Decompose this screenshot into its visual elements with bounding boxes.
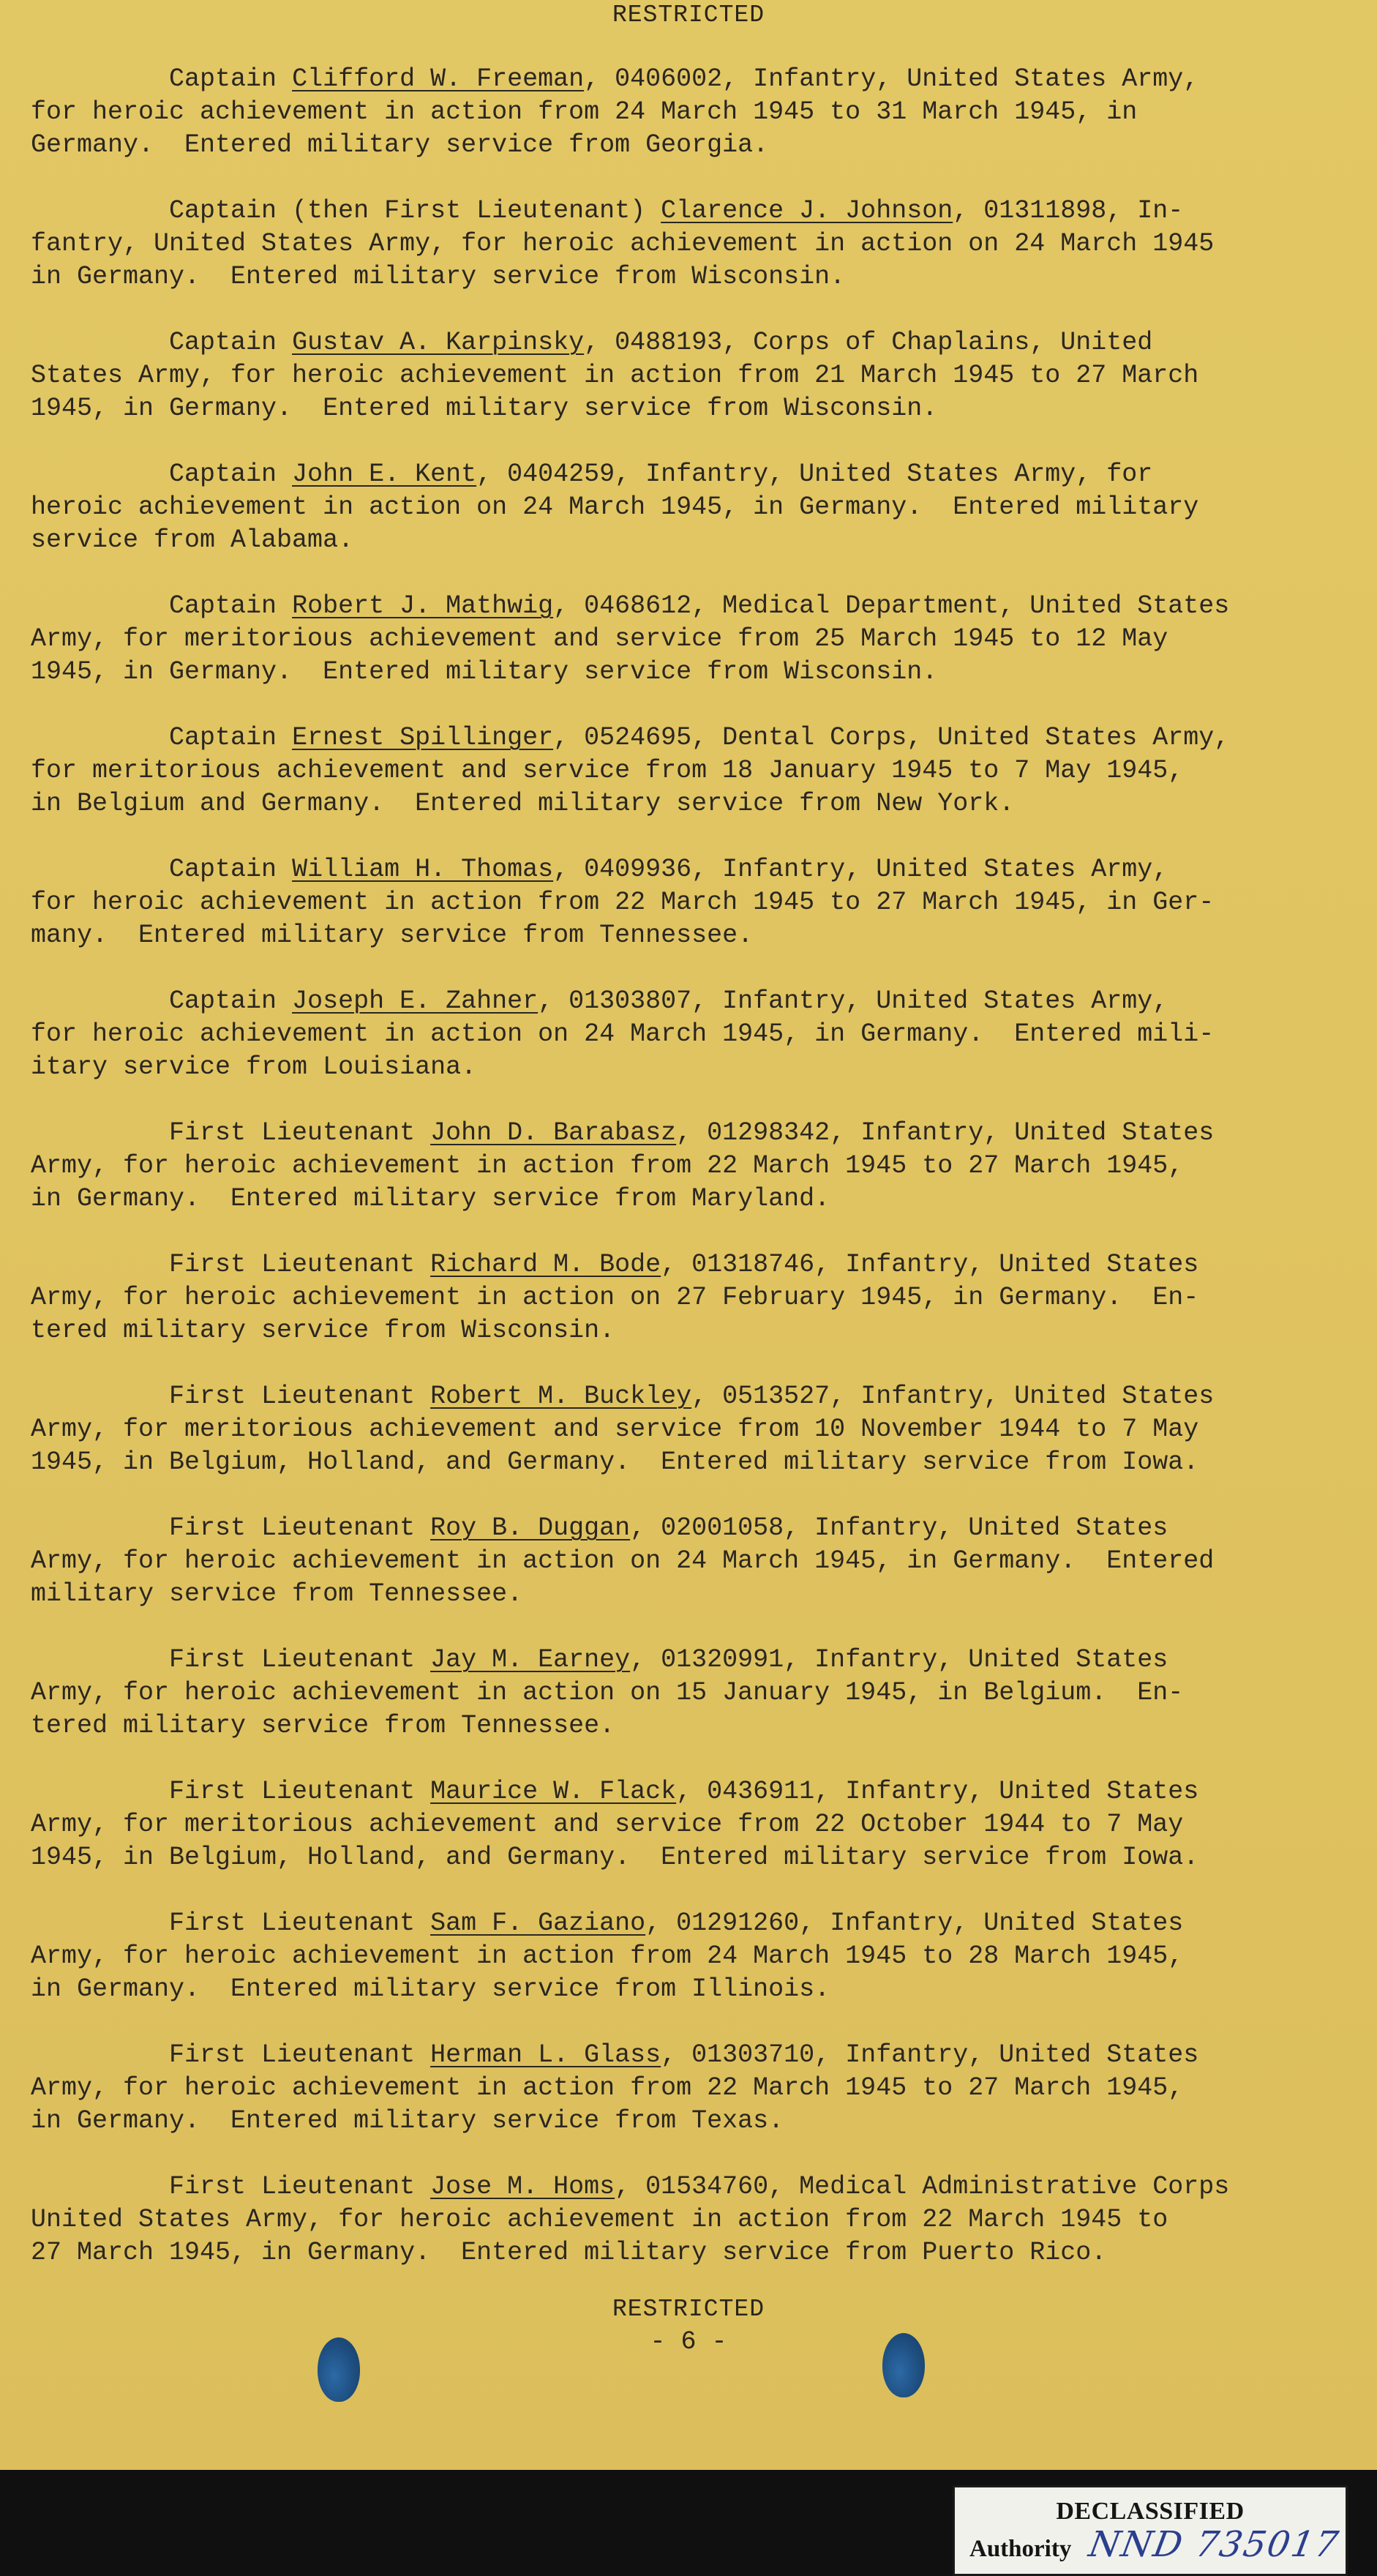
citation-rank: Captain (169, 986, 293, 1016)
citation-text: heroic achievement in action on 24 March 1945, in Germany. Entered military (31, 493, 1199, 522)
citation-line (31, 1512, 1348, 1545)
citation-line (31, 886, 1348, 919)
citation-line (31, 491, 1348, 524)
citation-line (31, 755, 1348, 787)
citation-line (31, 919, 1348, 952)
citation-text: Army, for heroic achievement in action from 24 March 1945 to 28 March 1945, (31, 1942, 1184, 1971)
citation-text: tered military service from Wisconsin. (31, 1316, 615, 1345)
citation-line (31, 1248, 1348, 1281)
citation-entry (31, 2171, 1348, 2269)
citation-line (31, 1314, 1348, 1347)
citation-rank: First Lieutenant (169, 1777, 431, 1806)
citation-line (31, 458, 1348, 491)
citation-name: Ernest Spillinger (292, 723, 554, 752)
citation-line (31, 1545, 1348, 1578)
citation-line (31, 722, 1348, 755)
paragraph-indent (31, 1645, 169, 1674)
citation-line (31, 129, 1348, 162)
citation-name: Robert M. Buckley (430, 1382, 692, 1411)
citation-entry (31, 1248, 1348, 1347)
citation-rank: Captain (then First Lieutenant) (169, 196, 661, 225)
citation-line (31, 2039, 1348, 2072)
citation-text: for meritorious achievement and service from 18 January 1945 to 7 May 1945, (31, 756, 1184, 785)
citation-text: in Germany. Entered military service from Texas. (31, 2106, 784, 2135)
paragraph-indent (31, 986, 169, 1016)
citation-line (31, 1446, 1348, 1479)
classification-header: RESTRICTED (612, 1, 765, 29)
paragraph-indent (31, 196, 169, 225)
citation-entry (31, 1644, 1348, 1742)
citation-rank: First Lieutenant (169, 1118, 431, 1147)
citation-line (31, 853, 1348, 886)
citation-line (31, 1281, 1348, 1314)
citation-text: , 0436911, Infantry, United States (676, 1777, 1199, 1806)
citation-text: tered military service from Tennessee. (31, 1711, 615, 1740)
citation-text: , 0404259, Infantry, United States Army, for (476, 460, 1153, 489)
citation-text: , 01303710, Infantry, United States (661, 2040, 1199, 2070)
citation-text: , 01320991, Infantry, United States (630, 1645, 1168, 1674)
citation-name: Jay M. Earney (430, 1645, 631, 1674)
citation-line (31, 1150, 1348, 1183)
citation-rank: Captain (169, 591, 293, 621)
declassified-stamp (953, 2485, 1348, 2576)
citation-rank: First Lieutenant (169, 1250, 431, 1279)
citation-line (31, 2072, 1348, 2105)
citation-line (31, 195, 1348, 228)
punch-hole-right (882, 2333, 925, 2397)
citation-name: Roy B. Duggan (430, 1513, 631, 1543)
citation-line (31, 1841, 1348, 1874)
citation-list (31, 63, 1348, 2302)
citation-text: in Germany. Entered military service from Illinois. (31, 1974, 830, 2004)
citation-line (31, 326, 1348, 359)
citation-line (31, 2105, 1348, 2138)
citation-entry (31, 985, 1348, 1084)
citation-text: States Army, for heroic achievement in action from 21 March 1945 to 27 March (31, 361, 1199, 390)
citation-text: in Belgium and Germany. Entered military service from New York. (31, 789, 1015, 818)
citation-line (31, 985, 1348, 1018)
citation-name: Sam F. Gaziano (430, 1909, 646, 1938)
citation-line (31, 96, 1348, 129)
citation-line (31, 2236, 1348, 2269)
paragraph-indent (31, 855, 169, 884)
citation-text: , 0524695, Dental Corps, United States Army, (553, 723, 1230, 752)
citation-line (31, 787, 1348, 820)
citation-name: Clarence J. Johnson (661, 196, 953, 225)
citation-text: , 02001058, Infantry, United States (630, 1513, 1168, 1543)
citation-rank: First Lieutenant (169, 1909, 431, 1938)
citation-text: Army, for heroic achievement in action on 15 January 1945, in Belgium. En- (31, 1678, 1184, 1707)
citation-text: , 01298342, Infantry, United States (676, 1118, 1215, 1147)
citation-text: service from Alabama. (31, 525, 354, 555)
citation-line (31, 590, 1348, 623)
citation-name: William H. Thomas (292, 855, 554, 884)
citation-name: Robert J. Mathwig (292, 591, 554, 621)
citation-text: , 0468612, Medical Department, United States (553, 591, 1230, 621)
citation-entry (31, 853, 1348, 952)
citation-line (31, 1808, 1348, 1841)
citation-entry (31, 326, 1348, 425)
citation-rank: First Lieutenant (169, 1645, 431, 1674)
citation-name: Maurice W. Flack (430, 1777, 677, 1806)
citation-text: in Germany. Entered military service from Wisconsin. (31, 262, 846, 291)
citation-line (31, 1413, 1348, 1446)
citation-rank: Captain (169, 64, 293, 94)
paragraph-indent (31, 1909, 169, 1938)
citation-rank: First Lieutenant (169, 1382, 431, 1411)
citation-text: , 01291260, Infantry, United States (645, 1909, 1184, 1938)
paragraph-indent (31, 1777, 169, 1806)
citation-entry (31, 63, 1348, 162)
citation-name: John E. Kent (292, 460, 477, 489)
citation-text: Army, for heroic achievement in action on 24 March 1945, in Germany. Entered (31, 1546, 1215, 1576)
citation-text: 1945, in Germany. Entered military service from Wisconsin. (31, 657, 938, 686)
paragraph-indent (31, 1513, 169, 1543)
citation-entry (31, 1512, 1348, 1611)
citation-line (31, 1183, 1348, 1216)
citation-line (31, 1578, 1348, 1611)
citation-entry (31, 2039, 1348, 2138)
citation-line (31, 1380, 1348, 1413)
citation-line (31, 2171, 1348, 2204)
citation-entry (31, 1380, 1348, 1479)
citation-text: Army, for heroic achievement in action on 27 February 1945, in Germany. En- (31, 1283, 1199, 1312)
citation-line (31, 1051, 1348, 1084)
citation-text: for heroic achievement in action from 24 March 1945 to 31 March 1945, in (31, 97, 1138, 127)
citation-name: Richard M. Bode (430, 1250, 661, 1279)
citation-line (31, 63, 1348, 96)
citation-line (31, 2204, 1348, 2236)
citation-name: Clifford W. Freeman (292, 64, 585, 94)
citation-text: 1945, in Belgium, Holland, and Germany. Entered military service from Iowa. (31, 1448, 1199, 1477)
citation-line (31, 524, 1348, 557)
citation-text: itary service from Louisiana. (31, 1052, 477, 1082)
citation-text: 1945, in Germany. Entered military service from Wisconsin. (31, 394, 938, 423)
citation-name: Gustav A. Karpinsky (292, 328, 585, 357)
paragraph-indent (31, 591, 169, 621)
citation-text: for heroic achievement in action on 24 March 1945, in Germany. Entered mili- (31, 1019, 1215, 1049)
paragraph-indent (31, 64, 169, 94)
citation-text: 27 March 1945, in Germany. Entered military service from Puerto Rico. (31, 2238, 1107, 2267)
citation-line (31, 1018, 1348, 1051)
citation-line (31, 1644, 1348, 1677)
citation-line (31, 392, 1348, 425)
citation-text: Army, for meritorious achievement and service from 10 November 1944 to 7 May (31, 1415, 1199, 1444)
citation-text: , 0409936, Infantry, United States Army, (553, 855, 1168, 884)
paragraph-indent (31, 460, 169, 489)
page-number: - 6 - (650, 2327, 727, 2356)
citation-line (31, 1710, 1348, 1742)
citation-text: Germany. Entered military service from Georgia. (31, 130, 769, 160)
stamp-authority-value: NND 735017 (1086, 2524, 1343, 2565)
citation-text: United States Army, for heroic achievement in action from 22 March 1945 to (31, 2205, 1168, 2234)
classification-footer: RESTRICTED (612, 2296, 765, 2323)
citation-text: , 01318746, Infantry, United States (661, 1250, 1199, 1279)
citation-line (31, 1940, 1348, 1973)
citation-text: Army, for meritorious achievement and service from 25 March 1945 to 12 May (31, 624, 1168, 654)
citation-text: , 01303807, Infantry, United States Army, (538, 986, 1168, 1016)
stamp-title: DECLASSIFIED (1056, 2498, 1245, 2525)
citation-name: Herman L. Glass (430, 2040, 661, 2070)
stamp-authority-label: Authority (969, 2536, 1072, 2562)
citation-text: Army, for meritorious achievement and service from 22 October 1944 to 7 May (31, 1810, 1184, 1839)
citation-entry (31, 195, 1348, 293)
paragraph-indent (31, 328, 169, 357)
citation-text: fantry, United States Army, for heroic achievement in action on 24 March 1945 (31, 229, 1215, 258)
citation-text: many. Entered military service from Tennessee. (31, 921, 754, 950)
citation-entry (31, 590, 1348, 689)
citation-text: military service from Tennessee. (31, 1579, 523, 1609)
paragraph-indent (31, 2172, 169, 2201)
citation-text: 1945, in Belgium, Holland, and Germany. Entered military service from Iowa. (31, 1843, 1199, 1872)
citation-line (31, 261, 1348, 293)
paragraph-indent (31, 1118, 169, 1147)
citation-line (31, 623, 1348, 656)
citation-line (31, 228, 1348, 261)
paragraph-indent (31, 1382, 169, 1411)
citation-rank: Captain (169, 328, 293, 357)
citation-rank: First Lieutenant (169, 2172, 431, 2201)
citation-line (31, 1973, 1348, 2006)
citation-text: , 01311898, In- (953, 196, 1184, 225)
citation-name: Joseph E. Zahner (292, 986, 539, 1016)
citation-entry (31, 1775, 1348, 1874)
citation-text: , 0513527, Infantry, United States (691, 1382, 1215, 1411)
citation-line (31, 1907, 1348, 1940)
citation-entry (31, 1907, 1348, 2006)
citation-entry (31, 722, 1348, 820)
citation-line (31, 359, 1348, 392)
citation-rank: First Lieutenant (169, 2040, 431, 2070)
citation-line (31, 1677, 1348, 1710)
citation-rank: First Lieutenant (169, 1513, 431, 1543)
citation-name: Jose M. Homs (430, 2172, 615, 2201)
citation-text: Army, for heroic achievement in action from 22 March 1945 to 27 March 1945, (31, 2073, 1184, 2103)
paragraph-indent (31, 1250, 169, 1279)
citation-name: John D. Barabasz (430, 1118, 677, 1147)
citation-text: in Germany. Entered military service from Maryland. (31, 1184, 830, 1213)
paragraph-indent (31, 2040, 169, 2070)
citation-entry (31, 458, 1348, 557)
citation-text: , 0406002, Infantry, United States Army, (584, 64, 1199, 94)
citation-text: , 01534760, Medical Administrative Corps (615, 2172, 1230, 2201)
citation-line (31, 656, 1348, 689)
citation-text: Army, for heroic achievement in action from 22 March 1945 to 27 March 1945, (31, 1151, 1184, 1180)
citation-line (31, 1775, 1348, 1808)
citation-text: , 0488193, Corps of Chaplains, United (584, 328, 1153, 357)
punch-hole-left (318, 2337, 360, 2402)
citation-rank: Captain (169, 460, 293, 489)
citation-rank: Captain (169, 855, 293, 884)
paragraph-indent (31, 723, 169, 752)
citation-line (31, 1117, 1348, 1150)
citation-entry (31, 1117, 1348, 1216)
citation-rank: Captain (169, 723, 293, 752)
citation-text: for heroic achievement in action from 22 March 1945 to 27 March 1945, in Ger- (31, 888, 1215, 917)
